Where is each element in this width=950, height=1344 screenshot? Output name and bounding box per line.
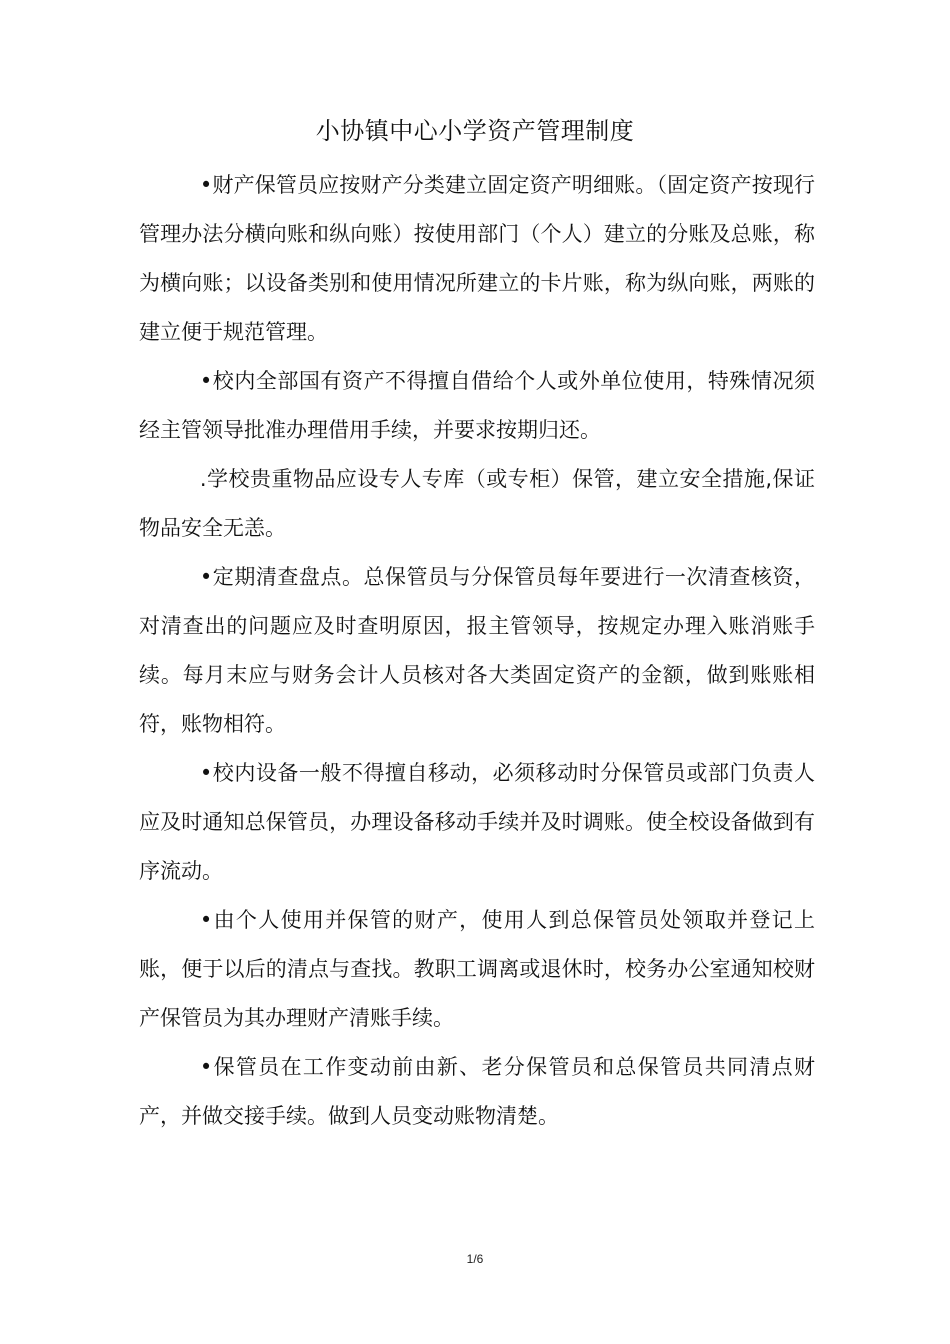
document-title: 小协镇中心小学资产管理制度 — [315, 117, 635, 145]
paragraph-equipment-movement: •校内设备一般不得擅自移动，必须移动时分保管员或部门负责人应及时通知总保管员，办理设备移动手续并及时调账。使全校设备做到有序流动。 — [139, 761, 815, 883]
paragraph-valuables-storage: .学校贵重物品应设专人专库（或专柜）保管，建立安全措施,保证物品安全无恙。 — [139, 467, 815, 540]
paragraph-inventory-check: •定期清查盘点。总保管员与分保管员每年要进行一次清查核资，对清查出的问题应及时查明原因，报主管领导，按规定办理入账消账手续。每月末应与财务会计人员核对各大类固定资产的金额，做到账账相符，账物相符。 — [139, 565, 815, 736]
document-body — [139, 161, 815, 1141]
page-number: 1/6 — [466, 1252, 484, 1266]
paragraph-custodian-handover: •保管员在工作变动前由新、老分保管员和总保管员共同清点财产，并做交接手续。做到人员变动账物清楚。 — [139, 1055, 815, 1128]
paragraph-asset-lending: •校内全部国有资产不得擅自借给个人或外单位使用，特殊情况须经主管领导批准办理借用手续，并要求按期归还。 — [139, 369, 815, 442]
paragraph-personal-custody: •由个人使用并保管的财产，使用人到总保管员处领取并登记上账，便于以后的清点与查找。教职工调离或退休时，校务办公室通知校财产保管员为其办理财产清账手续。 — [139, 908, 815, 1030]
paragraph-asset-ledger: •财产保管员应按财产分类建立固定资产明细账。（固定资产按现行管理办法分横向账和纵向账）按使用部门（个人）建立的分账及总账，称为横向账；以设备类别和使用情况所建立的卡片账，称为纵向账，两账的建立便于规范管理。 — [139, 173, 815, 344]
